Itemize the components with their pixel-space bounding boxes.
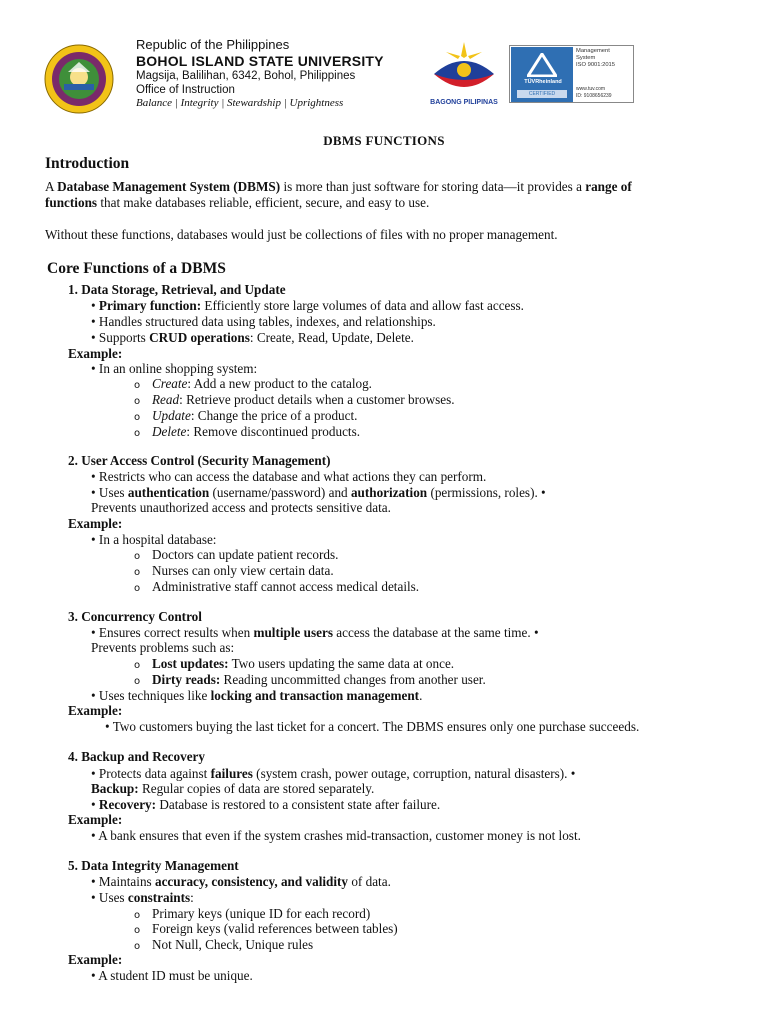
iso-lines: [576, 48, 615, 69]
sub-list-item: o Dirty reads: Reading uncommitted changes from another user.: [134, 672, 486, 687]
iso-line: ISO 9001:2015: [576, 62, 615, 68]
core-functions-heading: Core Functions of a DBMS: [47, 260, 226, 277]
tuv-triangle-icon: [527, 53, 557, 77]
example-label: Example:: [68, 516, 123, 531]
intro-paragraph-line: functions that make databases reliable, efficient, secure, and easy to use.: [45, 195, 430, 210]
tuv-certified: CERTIFIED: [517, 90, 567, 98]
sub-list-item: o Delete: Remove discontinued products.: [134, 424, 361, 439]
bullet-item: • Handles structured data using tables, indexes, and relationships.: [91, 314, 436, 329]
bullet-continuation: Backup: Regular copies of data are stored separately.: [91, 781, 375, 796]
iso-footer-line: ID: 9108656239: [576, 92, 612, 99]
address-line: Magsija, Balilihan, 6342, Bohol, Philippines: [136, 70, 356, 82]
bullet-item: • Restricts who can access the database and what actions they can perform.: [91, 469, 487, 484]
bagong-pilipinas-logo-icon: [426, 40, 502, 108]
bullet-item: • Two customers buying the last ticket for a concert. The DBMS ensures only one purchase succeeds.: [105, 719, 640, 734]
document-title: DBMS FUNCTIONS: [323, 133, 445, 148]
bullet-item: • Recovery: Database is restored to a consistent state after failure.: [91, 797, 441, 812]
sub-list-item: o Primary keys (unique ID for each record): [134, 906, 371, 921]
sub-list-item: o Update: Change the price of a product.: [134, 408, 358, 423]
bisu-seal-icon: [44, 44, 114, 114]
bullet-item: • A student ID must be unique.: [91, 968, 253, 983]
bullet-item: • In a hospital database:: [91, 532, 217, 547]
iso-line: System: [576, 55, 596, 61]
core-value: Uprightness: [289, 97, 344, 109]
office-line: Office of Instruction: [136, 84, 235, 96]
bullet-item: • Primary function: Efficiently store large volumes of data and allow fast access.: [91, 298, 524, 313]
core-value: Balance: [136, 97, 173, 109]
intro-paragraph-line: A Database Management System (DBMS) is more than just software for storing data—it provides a range of: [45, 179, 632, 194]
bullet-item: • A bank ensures that even if the system crashes mid-transaction, customer money is not lost.: [91, 828, 581, 843]
tuv-brand: TÜVRheinland: [524, 79, 562, 85]
bullet-item: • In an online shopping system:: [91, 361, 258, 376]
example-label: Example:: [68, 952, 123, 967]
section-heading: 3. Concurrency Control: [68, 609, 202, 624]
university-name: BOHOL ISLAND STATE UNIVERSITY: [136, 53, 384, 69]
intro-paragraph-2: Without these functions, databases would just be collections of files with no proper management.: [45, 227, 558, 242]
section-heading: 4. Backup and Recovery: [68, 749, 206, 764]
sub-list-item: o Create: Add a new product to the catalog.: [134, 376, 372, 391]
republic-line: Republic of the Philippines: [136, 37, 290, 52]
example-label: Example:: [68, 346, 123, 361]
core-value: Stewardship: [227, 97, 281, 109]
sub-list-item: o Not Null, Check, Unique rules: [134, 937, 314, 952]
tuv-logo-icon: [511, 47, 573, 102]
bullet-item: • Maintains accuracy, consistency, and validity of data.: [91, 874, 391, 889]
bullet-item: • Ensures correct results when multiple users access the database at the same time. •: [91, 625, 539, 640]
bullet-continuation: Prevents unauthorized access and protects sensitive data.: [91, 500, 391, 515]
sub-list-item: o Foreign keys (valid references between tables): [134, 921, 398, 936]
bullet-item: • Uses authentication (username/password) and authorization (permissions, roles). •: [91, 485, 546, 500]
iso-line: Management: [576, 48, 610, 54]
example-label: Example:: [68, 812, 123, 827]
bullet-continuation: Prevents problems such as:: [91, 640, 235, 655]
bullet-item: • Uses techniques like locking and transaction management.: [91, 688, 423, 703]
intro-heading: Introduction: [45, 155, 130, 172]
letterhead: [0, 0, 768, 120]
sub-list-item: o Lost updates: Two users updating the same data at once.: [134, 656, 455, 671]
iso-footer: [576, 86, 612, 99]
bullet-item: • Supports CRUD operations: Create, Read, Update, Delete.: [91, 330, 414, 345]
iso-certification-badge: [509, 45, 634, 103]
bullet-item: • Protects data against failures (system crash, power outage, corruption, natural disasters). •: [91, 766, 576, 781]
core-values: Balance | Integrity | Stewardship | Uprightness: [136, 97, 344, 109]
sub-list-item: o Administrative staff cannot access medical details.: [134, 579, 420, 594]
bullet-item: • Uses constraints:: [91, 890, 194, 905]
example-label: Example:: [68, 703, 123, 718]
sub-list-item: o Read: Retrieve product details when a customer browses.: [134, 392, 455, 407]
core-value: Integrity: [180, 97, 219, 109]
iso-footer-line: www.tuv.com: [576, 86, 606, 92]
svg-text:BAGONG PILIPINAS: BAGONG PILIPINAS: [430, 99, 498, 106]
section-heading: 2. User Access Control (Security Management): [68, 453, 331, 468]
sub-list-item: o Nurses can only view certain data.: [134, 563, 334, 578]
section-heading: 1. Data Storage, Retrieval, and Update: [68, 282, 286, 297]
sub-list-item: o Doctors can update patient records.: [134, 547, 339, 562]
section-heading: 5. Data Integrity Management: [68, 858, 239, 873]
